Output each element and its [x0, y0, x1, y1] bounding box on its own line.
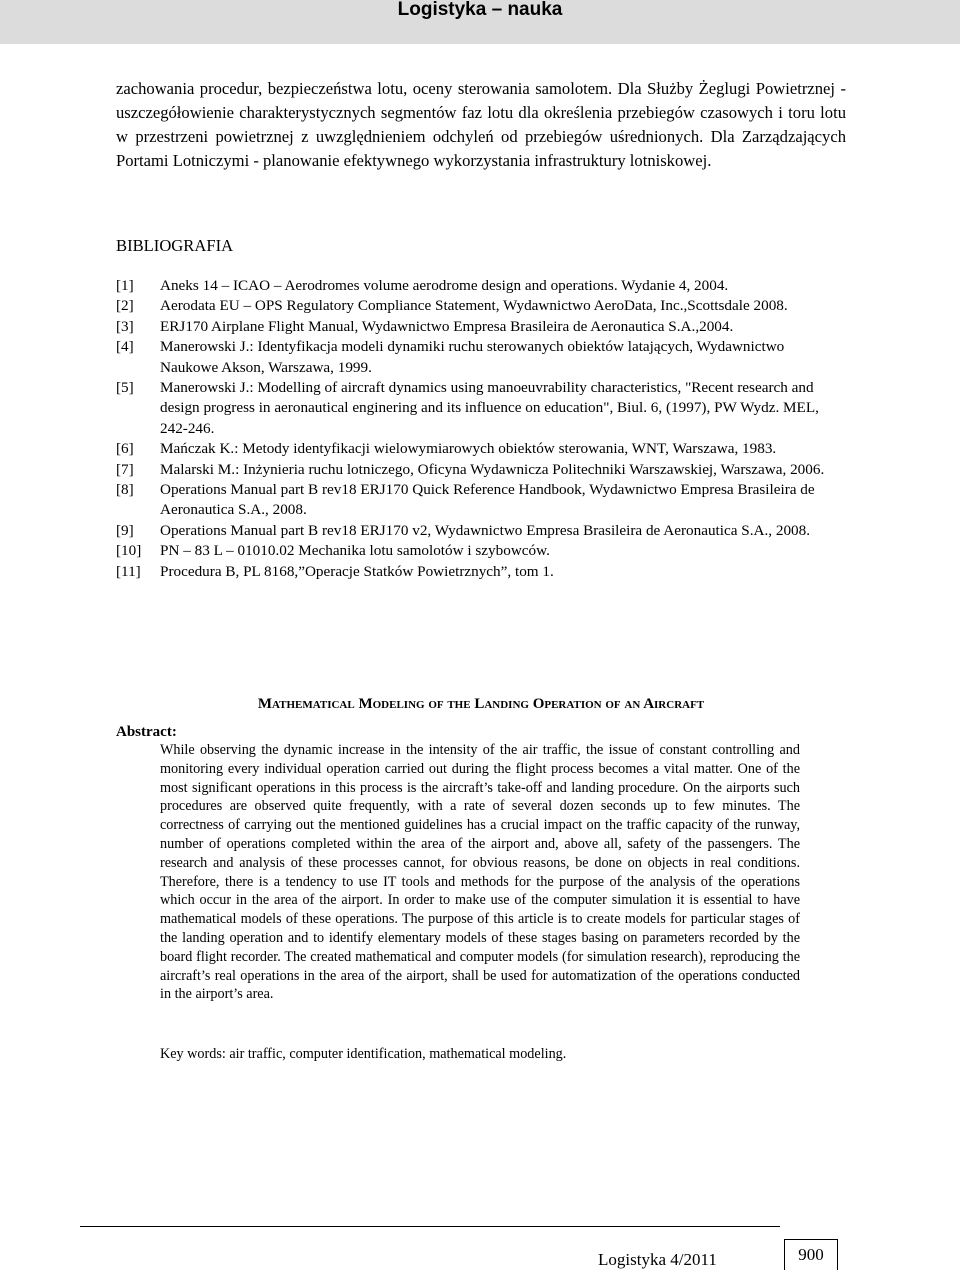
page-number-box: [784, 1239, 838, 1270]
reference-item: [116, 276, 846, 296]
keywords-line: Key words: air traffic, computer identification, mathematical modeling.: [160, 1046, 567, 1062]
reference-item: [116, 296, 846, 316]
reference-item: [116, 439, 846, 459]
bibliography-list: [116, 276, 846, 582]
abstract-text: While observing the dynamic increase in the intensity of the air traffic, the issue of constant controlling and monitoring every individual operation carried out during the flight process becomes a vital matter. One of the most significant operations in this process is the aircraft’s take-off and landing procedure. On the airports such procedures are observed quite frequently, with a rate of several dozen seconds up to few minutes. The correctness of carrying out the mentioned guidelines has a crucial impact on the traffic capacity of the runway, number of operations completed within the area of the airport and, above all, safety of the passengers. The research and analysis of these processes cannot, for obvious reasons, be done on objects in real conditions. Therefore, there is a tendency to use IT tools and methods for the purpose of the analysis of the operations which occur in the area of the airport. In order to make use of the computer simulation it is essential to have mathematical models of these operations. The purpose of this article is to create models for particular stages of the landing operation and to identify elementary models of these stages basing on parameters recorded by the board flight recorder. The created mathematical and computer models (for simulation research), reproducing the aircraft’s real operations in the area of the airport, shall be used for automatization of the operations conducted in the airport’s area.: [160, 742, 800, 1003]
reference-item: [116, 541, 846, 561]
reference-text: Operations Manual part B rev18 ERJ170 v2, Wydawnictwo Empresa Brasileira de Aeronautica S.A., 2008.: [160, 521, 811, 539]
reference-number: [6]: [116, 440, 134, 458]
footer-rule: [80, 1226, 780, 1227]
reference-number: [9]: [116, 521, 134, 539]
reference-item: [116, 521, 846, 541]
reference-text: ERJ170 Airplane Flight Manual, Wydawnictwo Empresa Brasileira de Aeronautica S.A.,2004.: [160, 317, 734, 335]
reference-item: [116, 337, 846, 378]
bibliography-heading: BIBLIOGRAFIA: [116, 236, 234, 255]
intro-paragraph: zachowania procedur, bezpieczeństwa lotu, oceny sterowania samolotem. Dla Służby Żeglugi Powietrznej - uszczegółowienie charakterystycznych segmentów faz lotu dla określenia przebiegów czasowych i toru lotu w przestrzeni powietrznej z uwzględnieniem odchyleń od przebiegów uśrednionych. Dla Zarządzających Portami Lotniczymi - planowanie efektywnego wykorzystania infrastruktury lotniskowej.: [116, 79, 846, 170]
reference-text: Operations Manual part B rev18 ERJ170 Quick Reference Handbook, Wydawnictwo Empresa Brasileira de Aeronautica S.A., 2008.: [160, 481, 815, 519]
reference-text: Procedura B, PL 8168,”Operacje Statków Powietrznych”, tom 1.: [160, 562, 554, 580]
reference-text: PN – 83 L – 01010.02 Mechanika lotu samolotów i szybowców.: [160, 542, 550, 560]
reference-item: [116, 460, 846, 480]
reference-text: Manerowski J.: Modelling of aircraft dynamics using manoeuvrability characteristics, "Recent research and design progress in aeronautical enginering and its influence on education", Biul. 6, (1997), PW Wydz. MEL, 242-246.: [160, 379, 819, 437]
reference-text: Malarski M.: Inżynieria ruchu lotniczego, Oficyna Wydawnicza Politechniki Warszawskiej, Warszawa, 2006.: [160, 460, 825, 478]
reference-text: Aneks 14 – ICAO – Aerodromes volume aerodrome design and operations. Wydanie 4, 2004.: [160, 277, 729, 294]
reference-number: [11]: [116, 562, 141, 580]
reference-number: [7]: [116, 460, 134, 478]
reference-number: [2]: [116, 297, 134, 315]
reference-number: [8]: [116, 481, 134, 499]
reference-item: [116, 317, 846, 337]
reference-item: [116, 480, 846, 521]
reference-text: Mańczak K.: Metody identyfikacji wielowymiarowych obiektów sterowania, WNT, Warszawa, 1983.: [160, 440, 777, 458]
reference-text: Manerowski J.: Identyfikacja modeli dynamiki ruchu sterowanych obiektów latających, Wydawnictwo Naukowe Akson, Warszawa, 1999.: [160, 338, 785, 376]
reference-item: [116, 562, 846, 582]
running-header: [0, 0, 960, 44]
reference-text: Aerodata EU – OPS Regulatory Compliance Statement, Wydawnictwo AeroData, Inc.,Scottsdale 2008.: [160, 297, 788, 315]
header-title: Logistyka – nauka: [397, 0, 563, 20]
reference-item: [116, 378, 846, 439]
abstract-label: Abstract:: [116, 724, 177, 740]
reference-number: [1]: [116, 277, 134, 294]
page-number: 900: [798, 1245, 824, 1264]
reference-number: [5]: [116, 379, 134, 397]
reference-number: [10]: [116, 542, 142, 560]
english-article-title: Mathematical Modeling of the Landing Operation of an Aircraft: [257, 696, 705, 712]
reference-number: [4]: [116, 338, 134, 356]
footer-journal: Logistyka 4/2011: [598, 1250, 717, 1269]
reference-number: [3]: [116, 317, 134, 335]
